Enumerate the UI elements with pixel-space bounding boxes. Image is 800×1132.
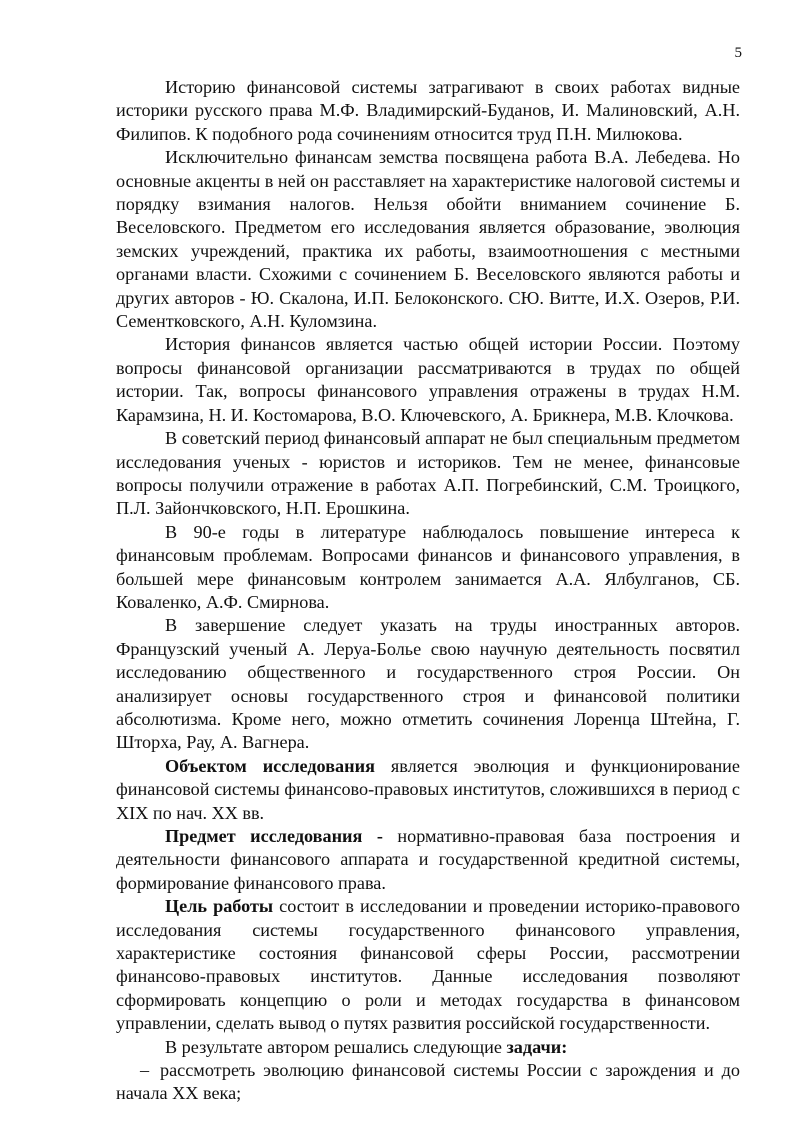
task-item-text: рассмотреть эволюцию финансовой системы России с зарождения и до начала XX века; bbox=[116, 1060, 740, 1104]
paragraph-soviet-period: В советский период финансовый аппарат не был специальным предметом исследования ученых - юристов и историков. Тем не менее, финансовые вопросы получили отражение в работах А.П. Погребинский, С.М. Троицкого, П.Л. Зайончковского, Н.П. Ерошкина. bbox=[116, 428, 740, 519]
paragraph-historians: Историю финансовой системы затрагивают в своих работах видные историки русского права М.Ф. Владимирский-Буданов, И. Малиновский, А.Н. Филипов. К подобного рода сочинениям относится труд П.Н. Милюкова. bbox=[116, 77, 740, 144]
research-subject-label: Предмет исследования - bbox=[165, 826, 383, 846]
paragraph-research-object bbox=[116, 755, 740, 825]
paragraph-zemstvo: Исключительно финансам земства посвящена работа В.А. Лебедева. Но основные акценты в ней он расставляет на характеристике налоговой системы и порядку взимания налогов. Нельзя обойти вниманием сочинение Б. Веселовского. Предметом его исследования является образование, эволюция земских учреждений, практика их работы, взаимоотношения с местными органами власти. Схожими с сочинением Б. Веселовского являются работы и других авторов - Ю. Скалона, И.П. Белоконского. СЮ. Витте, И.Х. Озеров, Р.И. Сементковского, А.Н. Куломзина. bbox=[116, 147, 740, 332]
paragraph-nineties: В 90-е годы в литературе наблюдалось повышение интереса к финансовым проблемам. Вопросами финансов и финансового управления, в большей мере финансовым контролем занимается А.А. Ялбулганов, СБ. Коваленко, А.Ф. Смирнова. bbox=[116, 521, 740, 612]
research-object-text: является эволюция и функционирование финансовой системы финансово-правовых институтов, сложившихся в период с XIX по нач. XX вв. bbox=[116, 755, 740, 823]
research-object-label: Объектом исследования bbox=[165, 755, 375, 776]
paragraph-foreign-authors: В завершение следует указать на труды иностранных авторов. Французский ученый А. Леруа-Болье свою научную деятельность посвятил исследованию общественного и государственного строя России. Он анализирует основы государственного строя и финансовой политики абсолютизма. Кроме него, можно отметить сочинения Лоренца Штейна, Г. Шторха, Рау, А. Вагнера. bbox=[116, 615, 740, 753]
research-goal-label: Цель работы bbox=[165, 896, 274, 917]
list-dash-marker: – bbox=[140, 1060, 150, 1081]
paragraph-general-history: История финансов является частью общей истории России. Поэтому вопросы финансовой организации рассматриваются в трудах по общей истории. Так, вопросы финансового управления отражены в трудах Н.М. Карамзина, Н. И. Костомарова, В.О. Ключевского, А. Брикнера, М.В. Клочкова. bbox=[116, 334, 740, 425]
paragraph-tasks-intro bbox=[116, 1036, 740, 1059]
research-goal-text: состоит в исследовании и проведении историко-правового исследования системы государственного финансового управления, характеристике состояния финансовой сферы России, рассмотрении финансово-правовых институтов. Данные исследования позволяют сформировать концепцию о роли и методах государства в финансовом управлении, сделать вывод о путях развития российской государственности. bbox=[116, 896, 741, 1034]
tasks-intro-label: задачи: bbox=[506, 1036, 568, 1057]
paragraph-research-goal bbox=[116, 895, 740, 1035]
document-body bbox=[116, 76, 740, 1106]
paragraph-research-subject bbox=[116, 825, 740, 895]
task-list-item bbox=[116, 1059, 740, 1106]
tasks-intro-text: В результате автором решались следующие bbox=[165, 1036, 507, 1057]
page-number: 5 bbox=[734, 45, 742, 61]
research-subject-text: нормативно-правовая база построения и деятельности финансового аппарата и государственной кредитной системы, формирование финансового права. bbox=[116, 826, 740, 893]
